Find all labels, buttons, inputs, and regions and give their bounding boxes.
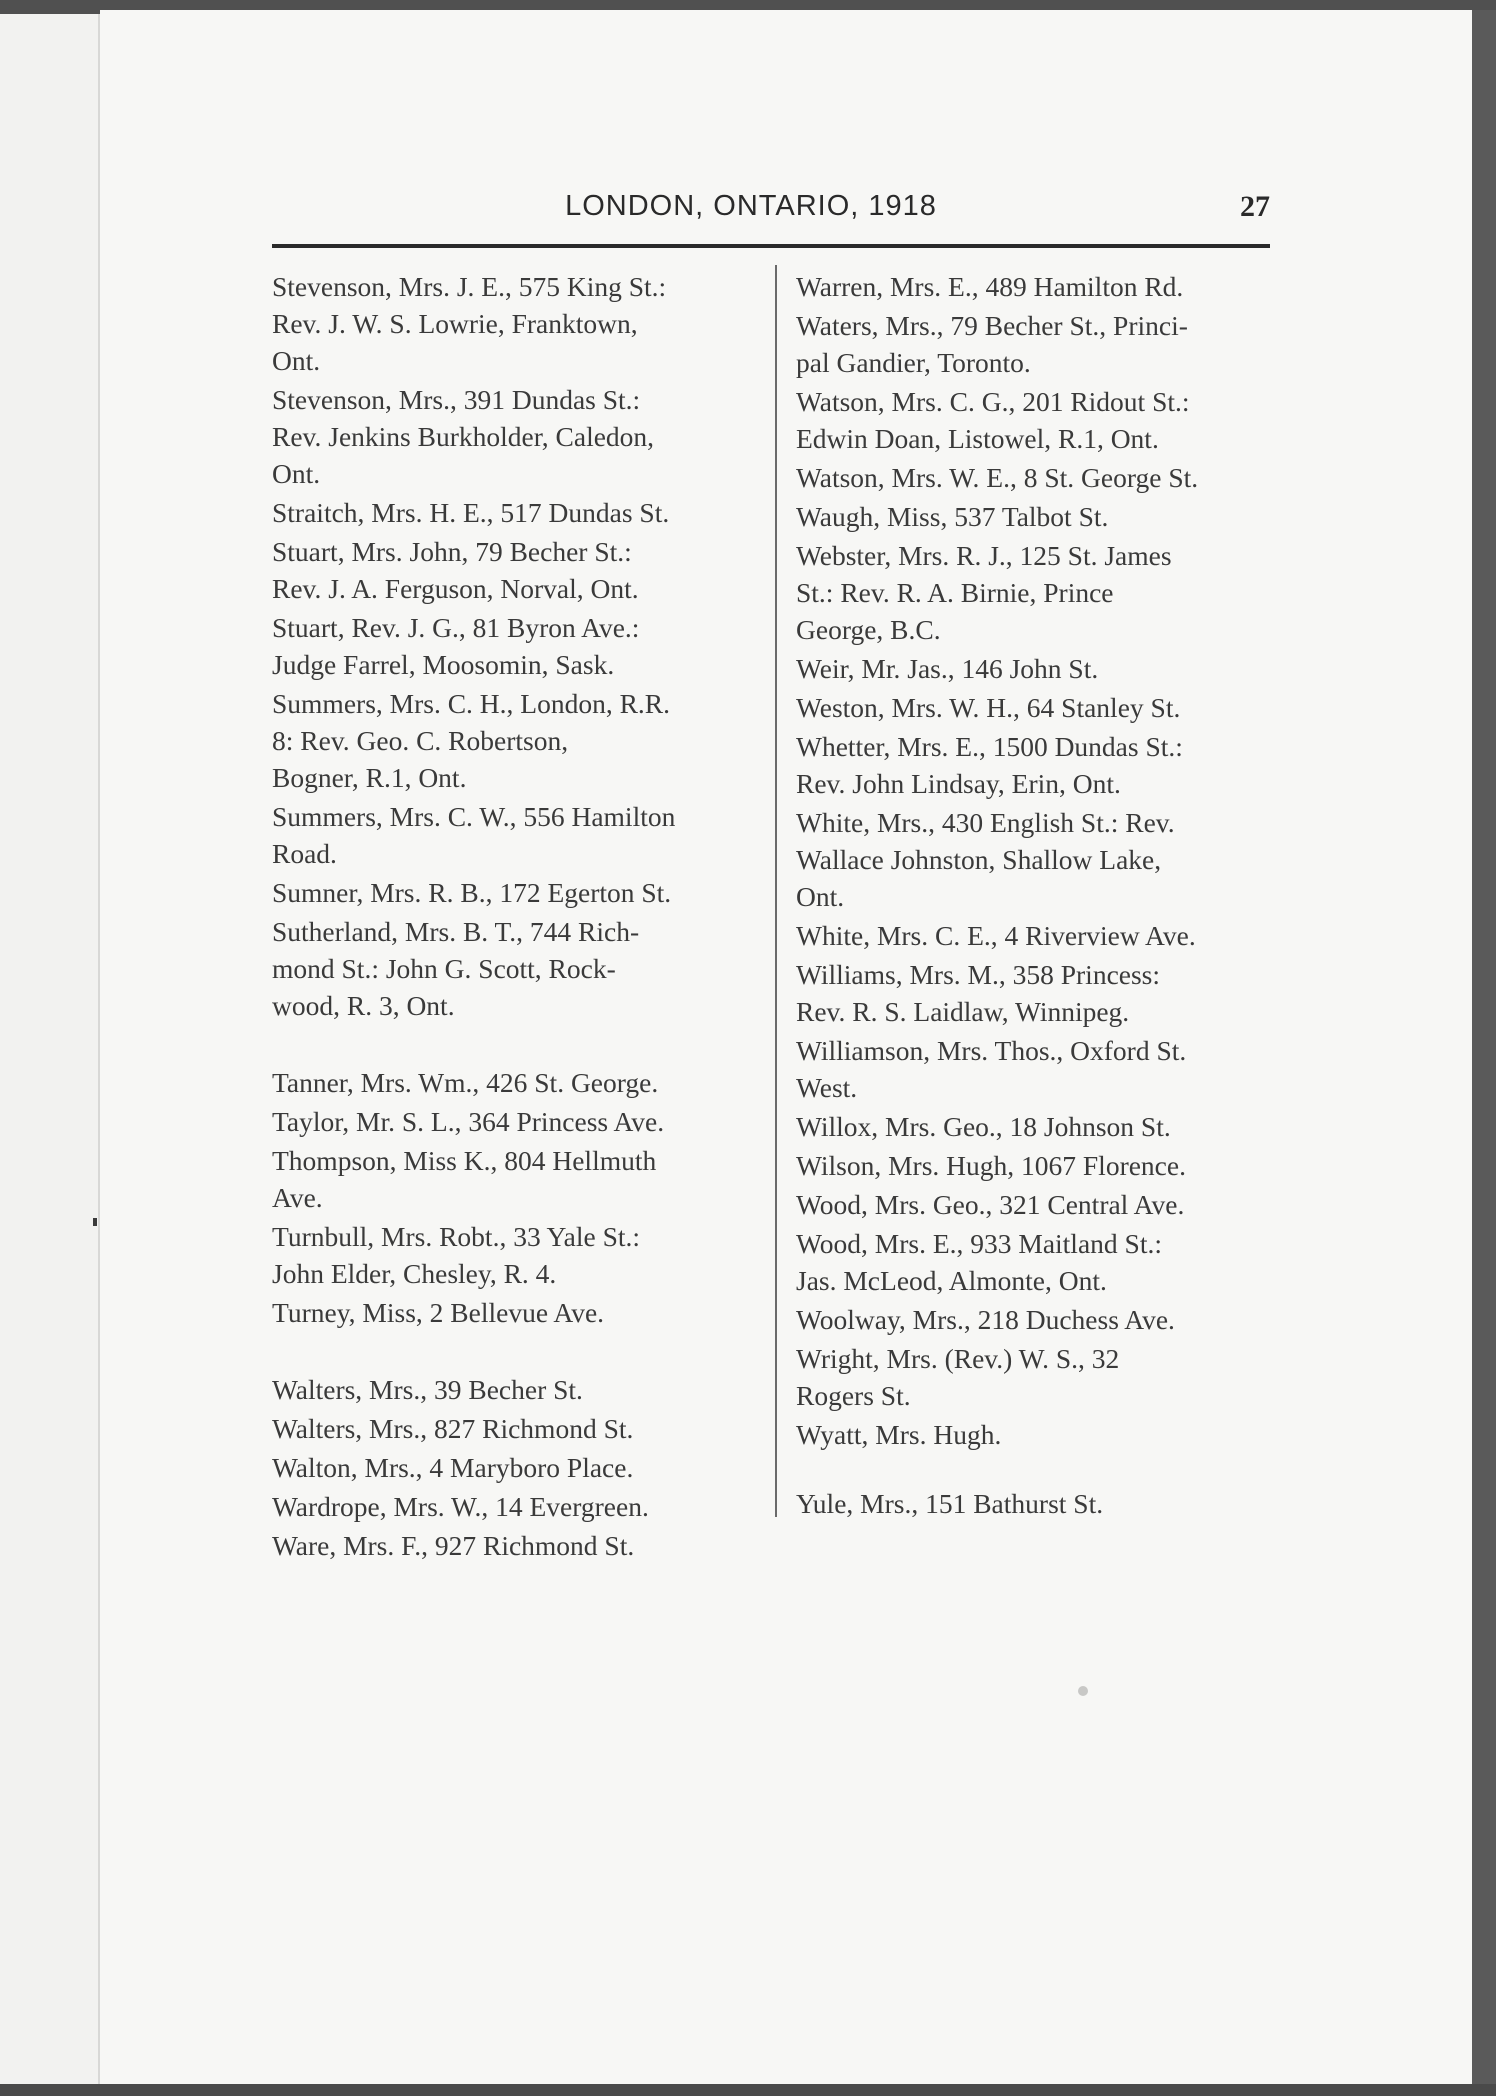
paper-speck [1078, 1686, 1088, 1696]
directory-entry [272, 1103, 760, 1140]
entry-line: Ware, Mrs. F., 927 Richmond St. [272, 1530, 635, 1561]
entry-line: Willox, Mrs. Geo., 18 Johnson St. [796, 1111, 1171, 1142]
directory-entry [796, 956, 1284, 1030]
entry-line: Wood, Mrs. Geo., 321 Central Ave. [796, 1189, 1185, 1220]
entry-line: Watson, Mrs. W. E., 8 St. George St. [796, 462, 1199, 493]
directory-entry [272, 1064, 760, 1101]
entry-line: Stevenson, Mrs., 391 Dundas St.: [272, 384, 641, 415]
directory-entry [796, 1340, 1284, 1414]
directory-entry [272, 609, 760, 683]
directory-entry [796, 1301, 1284, 1338]
entry-line: Rev. John Lindsay, Erin, Ont. [796, 768, 1121, 799]
scan-border-bottom [0, 2084, 1496, 2096]
directory-entry [796, 1225, 1284, 1299]
directory-entry [272, 268, 760, 379]
margin-mark [93, 1218, 97, 1226]
entry-line: 8: Rev. Geo. C. Robertson, [272, 725, 569, 756]
directory-entry [272, 1410, 760, 1447]
entry-line: Edwin Doan, Listowel, R.1, Ont. [796, 423, 1159, 454]
directory-entry [796, 917, 1284, 954]
entry-line: Tanner, Mrs. Wm., 426 St. George. [272, 1067, 659, 1098]
entry-line: Sumner, Mrs. R. B., 172 Egerton St. [272, 877, 672, 908]
page-number: 27 [1240, 190, 1270, 223]
entry-line: mond St.: John G. Scott, Rock- [272, 953, 616, 984]
entry-line: Sutherland, Mrs. B. T., 744 Rich- [272, 916, 640, 947]
directory-entry [796, 307, 1284, 381]
entry-line: Wallace Johnston, Shallow Lake, [796, 844, 1162, 875]
entry-line: Wyatt, Mrs. Hugh. [796, 1419, 1002, 1450]
right-column [796, 268, 1284, 1524]
entry-line: Wilson, Mrs. Hugh, 1067 Florence. [796, 1150, 1186, 1181]
entry-line: Wardrope, Mrs. W., 14 Evergreen. [272, 1491, 649, 1522]
entry-line: Ont. [796, 881, 845, 912]
entry-line: John Elder, Chesley, R. 4. [272, 1258, 557, 1289]
directory-entry [796, 1147, 1284, 1184]
directory-entry [796, 650, 1284, 687]
directory-entry [272, 874, 760, 911]
directory-entry [272, 1142, 760, 1216]
directory-entry [272, 1218, 760, 1292]
directory-entry [272, 1371, 760, 1408]
entry-line: Wright, Mrs. (Rev.) W. S., 32 [796, 1343, 1120, 1374]
section-gap [272, 1026, 760, 1064]
entry-line: St.: Rev. R. A. Birnie, Prince [796, 577, 1114, 608]
entry-line: Waters, Mrs., 79 Becher St., Princi- [796, 310, 1188, 341]
directory-entry [272, 494, 760, 531]
directory-entry [272, 913, 760, 1024]
directory-entry [796, 459, 1284, 496]
scan-border-right [1472, 10, 1496, 2084]
section-gap [272, 1333, 760, 1371]
header-rule [272, 244, 1270, 248]
entry-line: Summers, Mrs. C. H., London, R.R. [272, 688, 671, 719]
entry-line: Rev. R. S. Laidlaw, Winnipeg. [796, 996, 1130, 1027]
directory-entry [796, 1032, 1284, 1106]
directory-entry [272, 381, 760, 492]
entry-line: Walters, Mrs., 39 Becher St. [272, 1374, 583, 1405]
entry-line: Yule, Mrs., 151 Bathurst St. [796, 1488, 1104, 1519]
column-divider [775, 265, 777, 1517]
entry-line: Woolway, Mrs., 218 Duchess Ave. [796, 1304, 1175, 1335]
entry-line: Ont. [272, 345, 321, 376]
entry-line: Rev. J. A. Ferguson, Norval, Ont. [272, 573, 639, 604]
entry-line: Weir, Mr. Jas., 146 John St. [796, 653, 1099, 684]
directory-entry [796, 1108, 1284, 1145]
directory-entry [272, 1449, 760, 1486]
entry-line: West. [796, 1072, 858, 1103]
directory-entry [796, 689, 1284, 726]
entry-line: Wood, Mrs. E., 933 Maitland St.: [796, 1228, 1162, 1259]
directory-entry [272, 1527, 760, 1564]
directory-entry [796, 383, 1284, 457]
entry-line: Straitch, Mrs. H. E., 517 Dundas St. [272, 497, 670, 528]
entry-line: Stuart, Rev. J. G., 81 Byron Ave.: [272, 612, 640, 643]
entry-line: Warren, Mrs. E., 489 Hamilton Rd. [796, 271, 1184, 302]
entry-line: Whetter, Mrs. E., 1500 Dundas St.: [796, 731, 1183, 762]
entry-line: Webster, Mrs. R. J., 125 St. James [796, 540, 1172, 571]
directory-entry [272, 1488, 760, 1525]
entry-line: Waugh, Miss, 537 Talbot St. [796, 501, 1109, 532]
running-header [272, 190, 1270, 242]
entry-line: Thompson, Miss K., 804 Hellmuth [272, 1145, 657, 1176]
entry-line: Rev. J. W. S. Lowrie, Franktown, [272, 308, 638, 339]
entry-line: Bogner, R.1, Ont. [272, 762, 467, 793]
entry-line: Watson, Mrs. C. G., 201 Ridout St.: [796, 386, 1190, 417]
entry-line: George, B.C. [796, 614, 941, 645]
directory-entry [796, 1485, 1284, 1522]
directory-entry [272, 798, 760, 872]
entry-line: Summers, Mrs. C. W., 556 Hamilton [272, 801, 676, 832]
entry-line: Williams, Mrs. M., 358 Princess: [796, 959, 1161, 990]
entry-line: White, Mrs. C. E., 4 Riverview Ave. [796, 920, 1196, 951]
directory-entry [272, 533, 760, 607]
directory-entry [272, 685, 760, 796]
entry-line: Williamson, Mrs. Thos., Oxford St. [796, 1035, 1187, 1066]
entry-line: Turney, Miss, 2 Bellevue Ave. [272, 1297, 605, 1328]
directory-entry [796, 1186, 1284, 1223]
entry-line: Judge Farrel, Moosomin, Sask. [272, 649, 615, 680]
directory-entry [796, 537, 1284, 648]
entry-line: Jas. McLeod, Almonte, Ont. [796, 1265, 1107, 1296]
directory-entry [796, 804, 1284, 915]
entry-line: Stevenson, Mrs. J. E., 575 King St.: [272, 271, 667, 302]
section-gap [796, 1455, 1284, 1485]
directory-entry [272, 1294, 760, 1331]
directory-entry [796, 1416, 1284, 1453]
facing-page-edge [0, 14, 100, 2084]
left-column [272, 268, 760, 1566]
directory-entry [796, 728, 1284, 802]
entry-line: Rogers St. [796, 1380, 911, 1411]
directory-entry [796, 268, 1284, 305]
entry-line: Ont. [272, 458, 321, 489]
entry-line: Road. [272, 838, 337, 869]
running-title: LONDON, ONTARIO, 1918 [565, 190, 937, 222]
entry-line: Ave. [272, 1182, 323, 1213]
entry-line: Stuart, Mrs. John, 79 Becher St.: [272, 536, 632, 567]
entry-line: Weston, Mrs. W. H., 64 Stanley St. [796, 692, 1181, 723]
entry-line: Rev. Jenkins Burkholder, Caledon, [272, 421, 655, 452]
directory-entry [796, 498, 1284, 535]
entry-line: White, Mrs., 430 English St.: Rev. [796, 807, 1175, 838]
entry-line: Walton, Mrs., 4 Maryboro Place. [272, 1452, 634, 1483]
entry-line: Walters, Mrs., 827 Richmond St. [272, 1413, 634, 1444]
entry-line: wood, R. 3, Ont. [272, 990, 455, 1021]
entry-line: Taylor, Mr. S. L., 364 Princess Ave. [272, 1106, 665, 1137]
entry-line: Turnbull, Mrs. Robt., 33 Yale St.: [272, 1221, 641, 1252]
entry-line: pal Gandier, Toronto. [796, 347, 1031, 378]
